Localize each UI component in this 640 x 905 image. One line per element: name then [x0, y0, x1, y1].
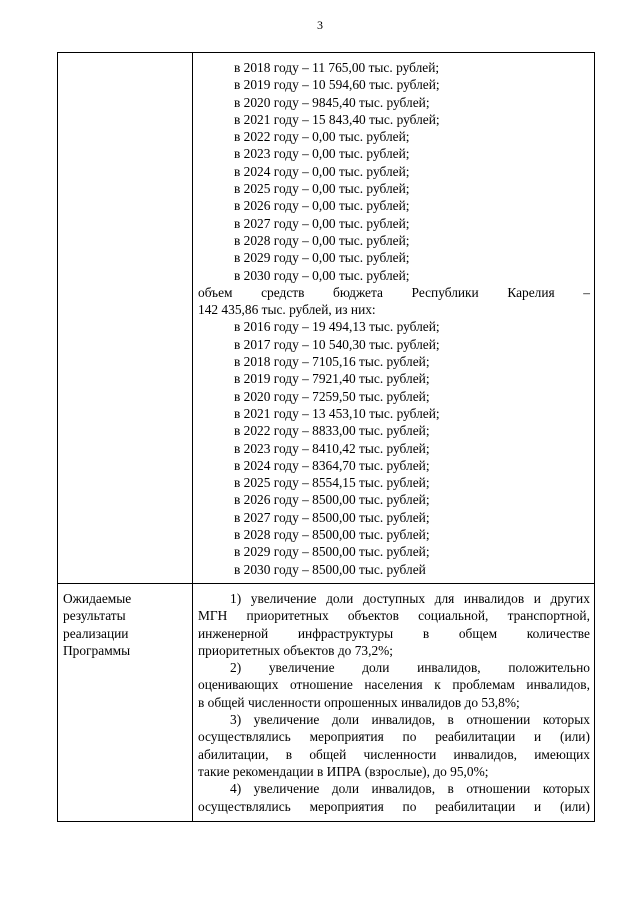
funding-year-line: в 2028 году – 8500,00 тыс. рублей; [234, 527, 430, 543]
word: осуществлялись [198, 798, 291, 814]
funding-year-line: в 2019 году – 10 594,60 тыс. рублей; [234, 77, 440, 93]
justified-line [198, 711, 590, 728]
word: для [434, 591, 455, 606]
word: в [285, 746, 293, 762]
word: увеличение [250, 591, 317, 606]
regional-funding-list [198, 318, 590, 577]
justified-line [198, 780, 590, 797]
word: реабилитации [435, 729, 516, 745]
word: увеличение [268, 660, 335, 676]
funding-year-line: в 2021 году – 13 453,10 тыс. рублей; [234, 405, 440, 421]
label-line: результаты [63, 608, 126, 624]
word: социальной, [418, 608, 489, 624]
funding-year-line: в 2017 году – 10 540,30 тыс. рублей; [234, 336, 440, 352]
funding-year-line: в 2029 году – 8500,00 тыс. рублей; [234, 544, 430, 560]
justified-line [198, 798, 590, 815]
word: к [434, 677, 441, 693]
justified-line [198, 659, 590, 676]
funding-year-line: в 2022 году – 0,00 тыс. рублей; [234, 129, 410, 145]
intro-word: – [583, 284, 590, 300]
word: доли [362, 660, 390, 676]
result-item [198, 711, 590, 780]
word: инвалидов, [371, 781, 436, 797]
funding-year-line: в 2020 году – 9845,40 тыс. рублей; [234, 94, 430, 110]
word: инвалидов, [371, 712, 436, 728]
funding-year-line: в 2024 году – 0,00 тыс. рублей; [234, 163, 410, 179]
justified-line [198, 625, 590, 642]
word: которых [542, 781, 590, 797]
word: отношении [466, 712, 531, 728]
intro-word: средств [261, 284, 305, 300]
column-divider [192, 53, 193, 821]
word: реабилитации [435, 798, 516, 814]
program-passport-table [57, 52, 595, 822]
intro-word: бюджета [333, 284, 383, 300]
word: в [447, 781, 454, 797]
funding-year-line: в 2029 году – 0,00 тыс. рублей; [234, 250, 410, 266]
word: увеличение [253, 781, 320, 797]
word: мероприятия [309, 798, 384, 814]
word: в [422, 625, 430, 641]
word: в [447, 712, 454, 728]
word: оценивающих [198, 677, 279, 693]
funding-year-line: в 2030 году – 8500,00 тыс. рублей [234, 561, 426, 577]
paragraph-last-line: приоритетных объектов до 73,2%; [198, 642, 394, 658]
expected-results-label [63, 590, 187, 659]
word: и [534, 798, 542, 814]
funding-year-line: в 2024 году – 8364,70 тыс. рублей; [234, 457, 430, 473]
expected-results-cell [198, 590, 590, 815]
word: увеличение [253, 712, 320, 728]
funding-year-line: в 2020 году – 7259,50 тыс. рублей; [234, 388, 430, 404]
word: и [534, 729, 542, 745]
word: инженерной [198, 625, 269, 641]
funding-year-line: в 2030 году – 0,00 тыс. рублей; [234, 267, 410, 283]
word: общей [309, 746, 347, 762]
funding-year-line: в 2023 году – 8410,42 тыс. рублей; [234, 440, 430, 456]
word: абилитации, [198, 746, 269, 762]
word: объектов [347, 608, 399, 624]
paragraph-last-line: такие рекомендации в ИПРА (взрослые), до 95,0%; [198, 763, 489, 779]
justified-line [198, 607, 590, 624]
funding-year-line: в 2026 году – 0,00 тыс. рублей; [234, 198, 410, 214]
word: инвалидов [463, 591, 525, 606]
intro-word: Республики [411, 284, 479, 300]
word: которых [542, 712, 590, 728]
word: доли [331, 712, 359, 728]
result-item [198, 590, 590, 659]
word: имеющих [534, 746, 590, 762]
funding-year-line: в 2026 году – 8500,00 тыс. рублей; [234, 492, 430, 508]
funding-year-line: в 2018 году – 7105,16 тыс. рублей; [234, 354, 430, 370]
word: и [533, 591, 541, 606]
justified-line [198, 746, 590, 763]
word: населения [364, 677, 423, 693]
word: 4) [230, 781, 242, 797]
word: доступных [362, 591, 426, 606]
word: инфраструктуры [297, 625, 394, 641]
word: МГН [198, 608, 228, 624]
federal-funding-list [198, 59, 590, 284]
row-divider [58, 583, 594, 584]
word: общем [458, 625, 498, 641]
funding-cell [198, 59, 590, 578]
word: других [550, 591, 590, 606]
funding-year-line: в 2023 году – 0,00 тыс. рублей; [234, 146, 410, 162]
word: приоритетных [246, 608, 329, 624]
word: отношении [466, 781, 531, 797]
intro-word: объем [198, 284, 233, 300]
paragraph-last-line: в общей численности опрошенных инвалидов до 53,8%; [198, 694, 520, 710]
word: инвалидов, [417, 660, 481, 676]
funding-year-line: в 2027 году – 0,00 тыс. рублей; [234, 215, 410, 231]
word: количестве [526, 625, 590, 641]
funding-year-line: в 2022 году – 8833,00 тыс. рублей; [234, 423, 430, 439]
label-line: Программы [63, 642, 131, 658]
justified-line [198, 728, 590, 745]
justified-line [198, 590, 590, 607]
label-line: реализации [63, 625, 129, 641]
word: транспортной, [507, 608, 590, 624]
word: (или) [560, 729, 590, 745]
word: мероприятия [309, 729, 384, 745]
funding-year-line: в 2018 году – 11 765,00 тыс. рублей; [234, 60, 440, 75]
word: инвалидов, [526, 677, 590, 693]
result-item [198, 659, 590, 711]
word: доли [331, 781, 359, 797]
word: по [402, 798, 417, 814]
word: положительно [508, 660, 590, 676]
regional-funding-intro-cont: 142 435,86 тыс. рублей, из них: [198, 302, 376, 318]
word: отношение [290, 677, 353, 693]
page-number: 3 [317, 18, 323, 32]
word: численности [363, 746, 437, 762]
funding-year-line: в 2016 году – 19 494,13 тыс. рублей; [234, 319, 440, 335]
word: 3) [230, 712, 242, 728]
label-line: Ожидаемые [63, 591, 132, 606]
funding-year-line: в 2025 году – 0,00 тыс. рублей; [234, 181, 410, 197]
funding-year-line: в 2019 году – 7921,40 тыс. рублей; [234, 371, 430, 387]
intro-word: Карелия [507, 284, 555, 300]
justified-line [198, 676, 590, 693]
word: 2) [230, 660, 242, 676]
word: по [402, 729, 417, 745]
word: осуществлялись [198, 729, 291, 745]
word: проблемам [452, 677, 515, 693]
funding-year-line: в 2028 году – 0,00 тыс. рублей; [234, 232, 410, 248]
regional-funding-intro [198, 284, 590, 301]
word: инвалидов, [453, 746, 518, 762]
word: 1) [230, 591, 242, 606]
funding-year-line: в 2027 году – 8500,00 тыс. рублей; [234, 509, 430, 525]
funding-year-line: в 2021 году – 15 843,40 тыс. рублей; [234, 111, 440, 127]
result-item [198, 780, 590, 815]
word: доли [326, 591, 354, 606]
funding-year-line: в 2025 году – 8554,15 тыс. рублей; [234, 475, 430, 491]
word: (или) [560, 798, 590, 814]
